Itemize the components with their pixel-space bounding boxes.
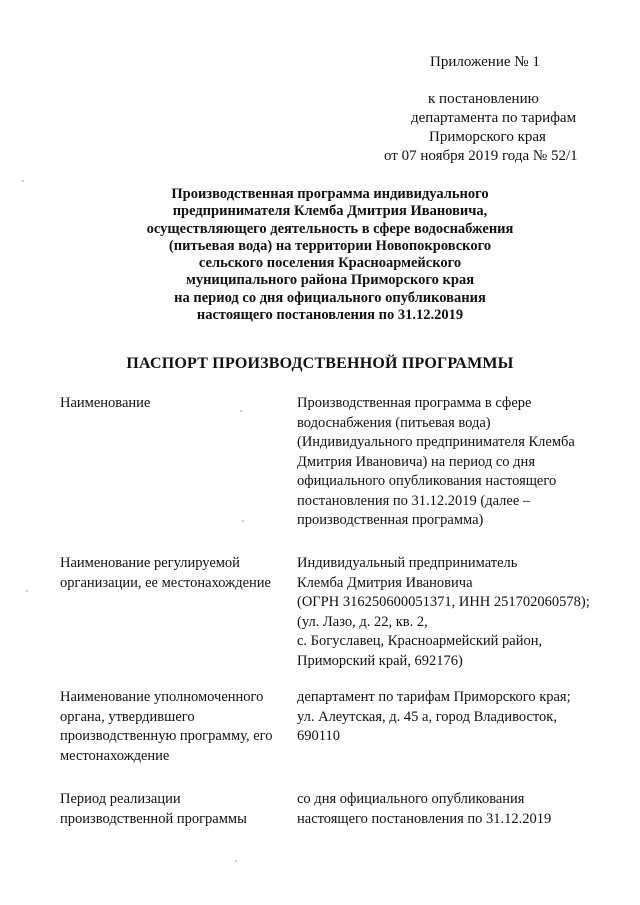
value-line: (ОГРН 316250600051371, ИНН 251702060578); [297,594,590,610]
title-line: (питьевая вода) на территории Новопокровского [168,237,492,254]
annex-ref-line: к постановлению [428,91,539,107]
row-value [297,790,617,829]
row-value [297,394,617,531]
value-line: ул. Алеутская, д. 45 а, город Владивосток, [297,708,557,725]
row-label [60,554,290,593]
value-line: водоснабжения (питьевая вода) [297,414,491,431]
value-line: со дня официального опубликования [297,791,525,807]
label-line: местонахождение [60,747,170,764]
value-line: официального опубликования настоящего [297,473,557,489]
row-value [297,688,617,747]
annex-number: Приложение № 1 [430,54,540,70]
title-line: настоящего постановления по 31.12.2019 [196,307,464,324]
value-line: производственная программа) [297,512,484,528]
row-value [297,554,617,671]
row-label [60,688,290,766]
value-line: (ул. Лазо, д. 22, кв. 2, [297,613,428,630]
scan-speck [22,180,24,182]
title-line: Производственная программа индивидуального [171,186,489,202]
passport-heading: ПАСПОРТ ПРОИЗВОДСТВЕННОЙ ПРОГРАММЫ [126,355,514,372]
label-line: Период реализации [60,791,181,807]
value-line: Дмитрия Ивановича) на период со дня [297,453,535,470]
label-line: Наименование уполномоченного [60,689,264,705]
title-line: сельского поселения Красноармейского [198,255,462,272]
label-line: органа, утвердившего [60,708,195,725]
document-title [100,186,560,324]
label-line: Наименование регулируемой [60,555,240,571]
value-line: (Индивидуального предпринимателя Клемба [297,434,575,450]
title-line: муниципального района Приморского края [185,272,475,289]
value-line: департамент по тарифам Приморского края; [297,689,571,705]
value-line: Приморский край, 692176) [297,652,463,669]
value-line: Клемба Дмитрия Ивановича [297,574,473,591]
scan-speck [26,590,28,592]
value-line: 690110 [297,728,340,744]
scan-speck [235,860,237,862]
label-line: организации, ее местонахождение [60,574,271,591]
annex-ref-line: Приморского края [429,129,546,145]
annex-ref-line: департамента по тарифам [411,110,577,126]
label-line: производственной программы [60,810,247,827]
title-line: на период со дня официального опубликования [174,289,486,306]
value-line: Индивидуальный предприниматель [297,555,518,571]
value-line: Производственная программа в сфере [297,395,532,411]
value-line: постановления по 31.12.2019 (далее – [297,492,531,509]
value-line: с. Богуславец, Красноармейский район, [297,633,543,649]
row-label [60,790,290,829]
scan-speck [240,410,242,412]
label-line: производственную программу, его [60,728,273,744]
value-line: настоящего постановления по 31.12.2019 [297,810,552,827]
title-line: предпринимателя Клемба Дмитрия Ивановича, [172,203,488,220]
label-line: Наименование [60,395,151,411]
annex-ref-line: от 07 ноября 2019 года № 52/1 [384,148,578,164]
title-line: осуществляющего деятельность в сфере водоснабжения [146,220,514,237]
scan-speck [242,520,244,522]
row-label [60,394,290,414]
